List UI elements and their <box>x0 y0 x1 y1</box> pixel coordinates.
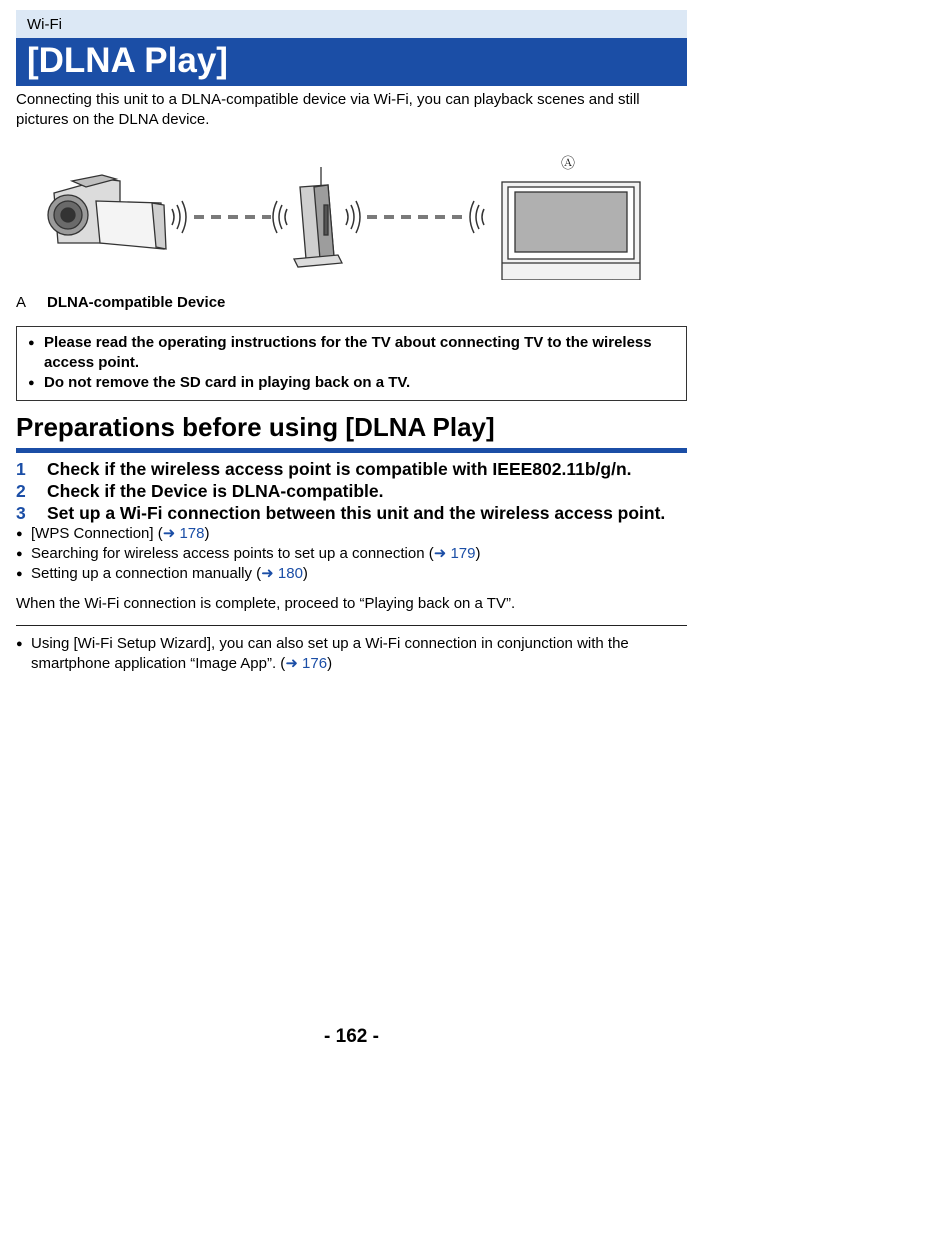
caption-text: DLNA-compatible Device <box>47 294 226 311</box>
preparations-heading: Preparations before using [DLNA Play] <box>16 410 687 453</box>
page-number: - 162 - <box>324 1026 379 1047</box>
list-item <box>16 524 706 544</box>
page-link[interactable]: ➜ 179 <box>433 545 476 562</box>
step-number: 3 <box>16 503 26 523</box>
step-number: 1 <box>16 459 26 479</box>
step-item <box>16 480 706 502</box>
list-item <box>16 564 706 584</box>
page-link[interactable]: ➜ 180 <box>261 565 303 582</box>
manual-page <box>16 10 687 672</box>
page-link[interactable]: ➜ 176 <box>285 655 328 672</box>
list-item-text: Searching for wireless access points to set up a connection ( <box>31 545 434 562</box>
step-text: Check if the Device is DLNA-compatible. <box>47 481 384 501</box>
footnote <box>16 634 687 674</box>
list-item <box>16 544 706 564</box>
list-item-close: ) <box>475 545 481 562</box>
caption-mark: A <box>16 294 27 311</box>
tv-icon <box>502 182 640 280</box>
connection-diagram <box>16 145 687 280</box>
wifi-signal-icon <box>470 201 484 233</box>
note-item: ● Do not remove the SD card in playing back on a TV. <box>28 373 678 393</box>
list-item <box>16 634 687 674</box>
step-number: 2 <box>16 481 26 501</box>
page-link[interactable]: ➜ 178 <box>162 525 205 542</box>
camcorder-icon <box>48 175 166 249</box>
wifi-signal-icon <box>273 201 287 233</box>
divider <box>16 625 687 626</box>
step-text: Set up a Wi-Fi connection between this unit and the wireless access point. <box>47 503 666 523</box>
step-item <box>16 458 706 480</box>
section-label: Wi-Fi <box>16 10 687 38</box>
wifi-signal-icon <box>346 201 360 233</box>
list-item-close: ) <box>204 525 210 542</box>
wifi-signal-icon <box>172 201 186 233</box>
wireless-access-point-icon <box>294 167 342 267</box>
steps-list <box>16 458 706 584</box>
footnote-text: Using [Wi-Fi Setup Wizard], you can also set up a Wi-Fi connection in conjunction with the smartphone application “Image App”. ( <box>31 635 629 672</box>
step-item <box>16 502 706 524</box>
completion-text: When the Wi-Fi connection is complete, proceed to “Playing back on a TV”. <box>16 595 516 612</box>
footnote-close: ) <box>327 655 333 672</box>
step-text: Check if the wireless access point is compatible with IEEE802.11b/g/n. <box>47 459 632 479</box>
list-item-text: Setting up a connection manually ( <box>31 565 262 582</box>
list-item-close: ) <box>302 565 308 582</box>
notes-box <box>16 326 687 401</box>
list-item-text: [WPS Connection] ( <box>31 525 163 542</box>
connection-options-list <box>16 524 706 584</box>
figure-caption <box>16 294 225 311</box>
device-marker: Ⓐ <box>561 156 575 172</box>
note-item: ● Please read the operating instructions for the TV about connecting TV to the wireless access point. <box>28 333 678 373</box>
intro-text: Connecting this unit to a DLNA-compatible device via Wi-Fi, you can playback scenes and still pictures on the DLNA device. <box>16 91 640 128</box>
page-title: [DLNA Play] <box>16 38 687 86</box>
